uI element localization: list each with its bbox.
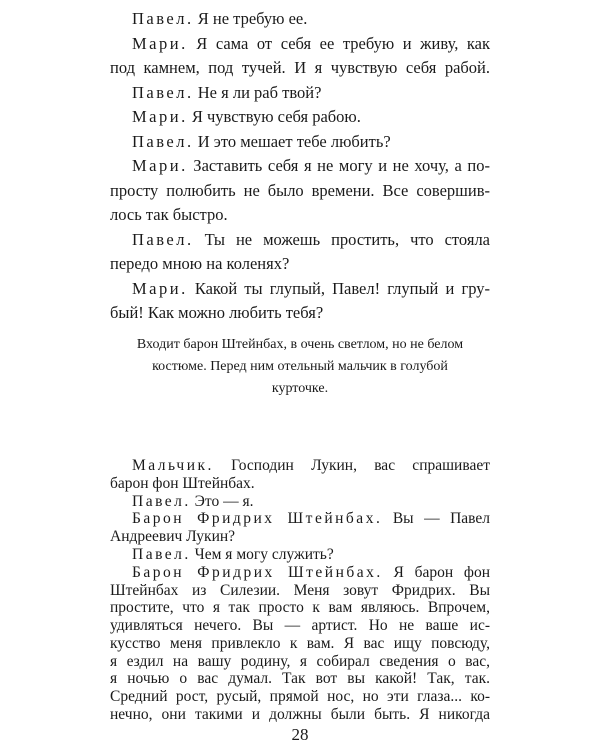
dialogue-line	[110, 204, 490, 226]
line-text: передо мною на коленях?	[110, 254, 290, 273]
dialogue-line	[110, 302, 490, 324]
line-text: Я чувствую себя рабою.	[187, 107, 361, 126]
dialogue-line	[110, 705, 490, 725]
speaker-name: Мари.	[132, 156, 188, 175]
line-text: Штейнбах из Силезии. Меня зовут Фридрих. Вы	[110, 581, 490, 599]
speaker-name: Барон Фридрих Штейнбах.	[132, 563, 383, 581]
stage-direction-line: костюме. Перед ним отельный мальчик в голубой	[152, 359, 448, 374]
line-text: кусство меня привлекло к вам. Я вас ищу повсюду,	[110, 634, 490, 652]
line-text: И это мешает тебе любить?	[193, 131, 391, 151]
dialogue-line	[110, 57, 490, 79]
dialogue-line	[132, 155, 490, 177]
speaker-name: Павел.	[132, 545, 191, 563]
line-text: просту полюбить не было времени. Все совершив-	[110, 180, 490, 200]
line-text: Ты не можешь простить, что стояла	[193, 229, 490, 249]
line-text: барон фон Штейнбах.	[110, 474, 255, 492]
stage-direction-line: курточке.	[271, 381, 329, 396]
line-text: я ночью о вас думал. Так вот вы какой! Так, так.	[110, 670, 490, 688]
line-text: Заставить себя я не могу и не хочу, а по-	[187, 156, 490, 175]
line-text: Чем я могу служить?	[190, 545, 334, 563]
speaker-name: Мари.	[132, 107, 188, 126]
line-text: Какой ты глупый, Павел! глупый и гру-	[187, 278, 490, 298]
speaker-name: Мари.	[132, 278, 188, 298]
line-text: Я сама от себя ее требую и живу, как	[187, 33, 490, 53]
line-text: Не я ли раб твой?	[193, 82, 322, 102]
line-text: бый! Как можно любить тебя?	[110, 303, 324, 322]
line-text: удивляться нечего. Вы — артист. Но не ваше ис-	[110, 617, 490, 635]
line-text: нечно, они такими и должны были быть. Я никогда	[110, 706, 490, 723]
line-text: Это — я.	[190, 492, 254, 510]
speaker-name: Павел.	[132, 492, 191, 510]
dialogue-line	[110, 180, 490, 202]
dialogue-line	[110, 253, 490, 275]
dialogue-line	[132, 82, 490, 104]
dialogue-line	[132, 131, 490, 153]
speaker-name: Мальчик.	[132, 457, 214, 474]
speaker-name: Павел.	[132, 9, 194, 28]
dialogue-line	[132, 278, 490, 300]
speaker-name: Мари.	[132, 33, 188, 53]
line-text: под камнем, под тучей. И я чувствую себя рабой.	[110, 58, 490, 77]
line-text: Андреевич Лукин?	[110, 528, 236, 546]
speaker-name: Барон Фридрих Штейнбах.	[132, 510, 383, 528]
line-text: Средний рост, русый, прямой нос, но эти глаза... ко-	[110, 688, 490, 706]
dialogue-line	[132, 106, 490, 128]
speaker-name: Павел.	[132, 131, 194, 151]
page-number: 28	[291, 725, 309, 744]
stage-direction-line: Входит барон Штейнбах, в очень светлом, но не белом	[136, 337, 464, 352]
line-text: простите, что я так просто к вам являюсь. Впрочем,	[110, 599, 490, 617]
line-text: Вы — Павел	[382, 510, 490, 528]
line-text: Господин Лукин, вас спрашивает	[213, 457, 490, 474]
speaker-name: Павел.	[132, 82, 194, 102]
speaker-name: Павел.	[132, 229, 194, 249]
line-text: Я барон фон	[382, 563, 490, 581]
dialogue-line	[132, 33, 490, 55]
line-text: я ездил на вашу родину, я собирал сведения о вас,	[110, 652, 490, 670]
dialogue-line	[132, 8, 490, 30]
line-text: лось так быстро.	[110, 205, 228, 224]
line-text: Я не требую ее.	[193, 9, 308, 28]
dialogue-line	[132, 229, 490, 251]
